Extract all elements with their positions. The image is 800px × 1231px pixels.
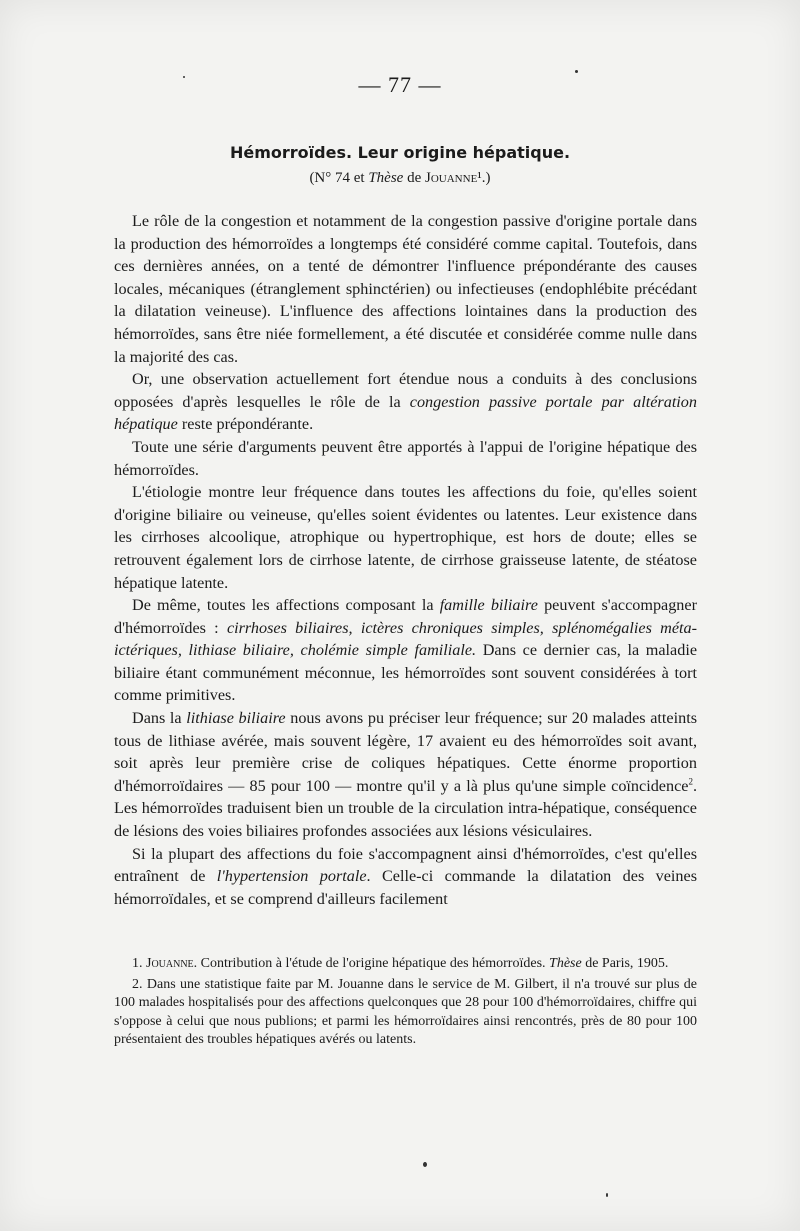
italic-run: congestion passive portale par altération hépatique	[114, 392, 697, 434]
paper-speck	[606, 1193, 608, 1197]
text-run: peuvent s'accompagner d'hémorroïdes :	[114, 596, 697, 637]
text-run: De même, toutes les affections composant la	[132, 596, 440, 615]
section-title: Hémorroïdes. Leur origine hépatique.	[229, 143, 571, 162]
text-run: . Les hémorroïdes traduisent bien un trouble de la circulation intra-hépatique, conséquence de lésions des voies biliaires profondes associées aux lésions vésiculaires.	[114, 776, 697, 841]
text-run: Or, une observation actuellement fort étendue nous a conduits à des conclusions opposées d'après lesquelles le rôle de la	[114, 370, 697, 411]
footnote-ref: 2	[688, 776, 693, 787]
paper-speck	[423, 1162, 427, 1167]
italic-run: lithiase biliaire	[186, 709, 286, 728]
paragraph-5	[114, 594, 697, 707]
footnote-1	[114, 955, 697, 973]
subtitle-part: ¹.)	[477, 170, 491, 186]
paragraph-4: L'étiologie montre leur fréquence dans toutes les affections du foie, qu'elles soient d'origine biliaire ou veineuse, qu'elles soient évidentes ou latentes. Leur existence dans les cirrhoses alcoolique, atrophique ou hypertrophique, est hors de doute; elles se retrouvent également lors de cirrhose latente, de cirrhose graisseuse latente, de stéatose hépatique latente.	[114, 483, 697, 592]
main-text	[114, 210, 697, 910]
italic-run: l'hypertension portale	[216, 867, 367, 886]
paragraph-1: Le rôle de la congestion et notamment de la congestion passive d'origine portale dans la production des hémorroïdes a longtemps été considéré comme capital. Toutefois, dans ces dernières années, on a tenté de démontrer l'influence prépondérante des causes locales, mécaniques (étranglement sphinctérien) ou infectieuses (endophlébite précédant la dilatation veineuse). L'influence des affections lointaines dans la production des hémorroïdes, sans être niée formellement, a été discutée et considérée comme nulle dans la majorité des cas.	[114, 212, 697, 366]
footnote-2: 2. Dans une statistique faite par M. Jouanne dans le service de M. Gilbert, il n'a trouvé sur plus de 100 malades hospitalisés pour des affections quelconques que 28 pour 100 d'hémorroïdaires, chiffre qui s'oppose à celui que nous publions; et parmi les hémorroïdaires ainsi rencontrés, près de 80 pour 100 présentaient des troubles hépatiques avérés ou latents.	[114, 977, 697, 1047]
footnote-author: Jouanne	[146, 956, 194, 971]
paragraph-2	[114, 368, 697, 436]
text-run: . Celle-ci commande la dilatation des veines hémorroïdales, et se comprend d'ailleurs facilement	[114, 867, 697, 908]
subtitle-part: (N° 74 et	[309, 170, 369, 186]
subtitle-part: de	[403, 170, 426, 186]
paragraph-6	[114, 707, 697, 843]
text-run: Dans la	[132, 709, 187, 728]
footnote-number: 1.	[132, 956, 146, 971]
page-number: — 77 —	[358, 72, 442, 97]
paper-speck	[575, 70, 578, 73]
text-run: Dans ce dernier cas, la maladie biliaire étant communément méconnue, les hémorroïdes sont souvent considérées à tort comme primitives.	[114, 641, 698, 705]
subtitle-italic: Thèse	[368, 170, 404, 186]
text-run: nous avons pu préciser leur fréquence; sur 20 malades atteints tous de lithiase avérée, mais souvent légère, 17 avaient eu des hémorroïdes soit avant, soit après leur première crise de coliques hépatiques. Cette énorme proportion d'hémorroïdaires — 85 pour 100 — montre qu'il y a là plus qu'une simple coïncidence	[114, 709, 697, 795]
text-run: reste prépondérante.	[177, 415, 314, 434]
section-subtitle	[0, 170, 800, 187]
paper-speck	[183, 76, 185, 78]
paragraph-3: Toute une série d'arguments peuvent être apportés à l'appui de l'origine hépatique des hémorroïdes.	[114, 437, 697, 479]
text-run: . Contribution à l'étude de l'origine hépatique des hémorroïdes.	[193, 956, 550, 971]
italic-run: cirrhoses biliaires, ictères chroniques simples, splénomégalies méta-ictériques, lithiase biliaire, cholémie simple familiale.	[114, 618, 697, 660]
paragraph-7	[114, 843, 697, 911]
italic-run: Thèse	[549, 956, 582, 971]
italic-run: famille biliaire	[439, 596, 538, 615]
text-run: Si la plupart des affections du foie s'accompagnent ainsi d'hémorroïdes, c'est qu'elles entraînent de	[114, 844, 697, 886]
footnotes	[114, 955, 697, 1052]
text-run: de Paris, 1905.	[581, 956, 669, 971]
subtitle-author: Jouanne	[425, 170, 478, 186]
